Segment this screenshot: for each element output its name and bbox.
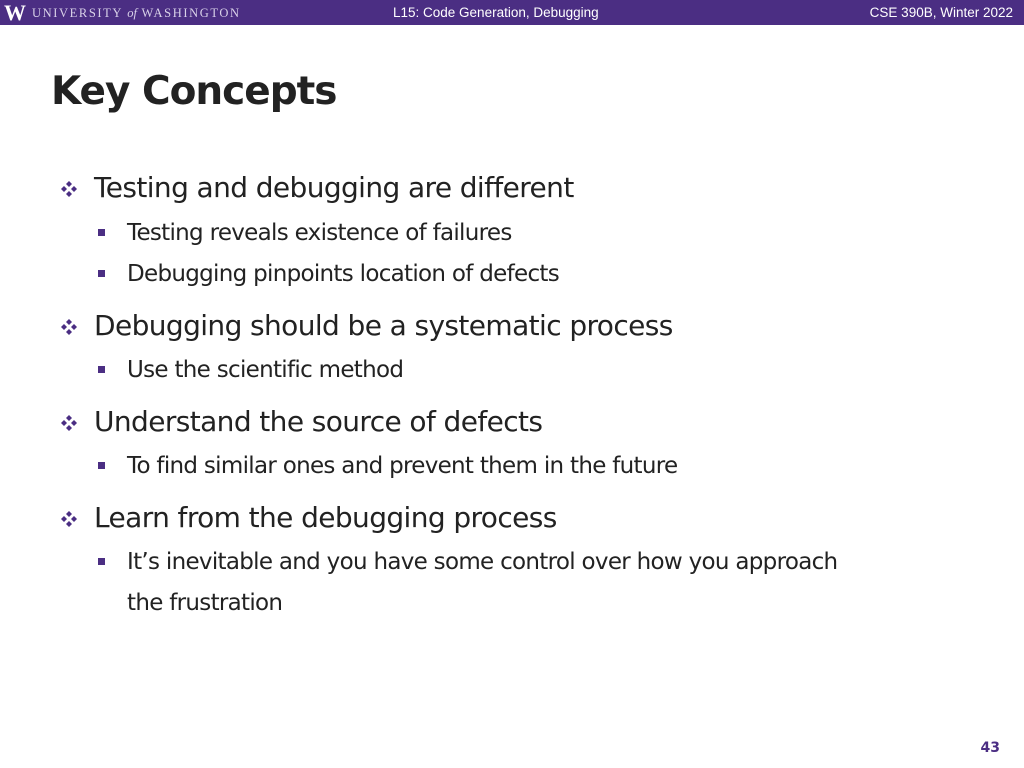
bullet-3-sub-1: To find similar ones and prevent them in the future: [127, 453, 678, 479]
square-bullet-icon: [98, 558, 105, 565]
diamond-bullet-icon: [58, 412, 80, 434]
lecture-title: L15: Code Generation, Debugging: [393, 5, 599, 20]
bullet-4-sub-1-continued: the frustration: [127, 590, 283, 616]
square-bullet-icon: [98, 462, 105, 469]
university-wordmark-part1: UNIVERSITY: [32, 5, 123, 20]
diamond-bullet-icon: [58, 178, 80, 200]
slide-title: Key Concepts: [51, 69, 337, 114]
bullet-1-text: Testing and debugging are different: [94, 171, 574, 204]
bullet-1-sub-2: Debugging pinpoints location of defects: [127, 261, 560, 287]
bullet-2-sub-1: Use the scientific method: [127, 357, 404, 383]
diamond-bullet-icon: [58, 508, 80, 530]
diamond-bullet-icon: [58, 316, 80, 338]
square-bullet-icon: [98, 270, 105, 277]
bullet-3-text: Understand the source of defects: [94, 405, 543, 438]
bullet-4-text: Learn from the debugging process: [94, 501, 557, 534]
page-number: 43: [980, 740, 1000, 756]
square-bullet-icon: [98, 366, 105, 373]
square-bullet-icon: [98, 229, 105, 236]
bullet-2-text: Debugging should be a systematic process: [94, 309, 673, 342]
bullet-1-sub-1: Testing reveals existence of failures: [127, 220, 512, 246]
university-wordmark-of: of: [127, 5, 137, 20]
bullet-4-sub-1: It’s inevitable and you have some control over how you approach: [127, 549, 838, 575]
university-wordmark-part2: WASHINGTON: [141, 5, 241, 20]
course-label: CSE 390B, Winter 2022: [869, 5, 1013, 20]
uw-w-logo-icon: W: [4, 0, 25, 25]
